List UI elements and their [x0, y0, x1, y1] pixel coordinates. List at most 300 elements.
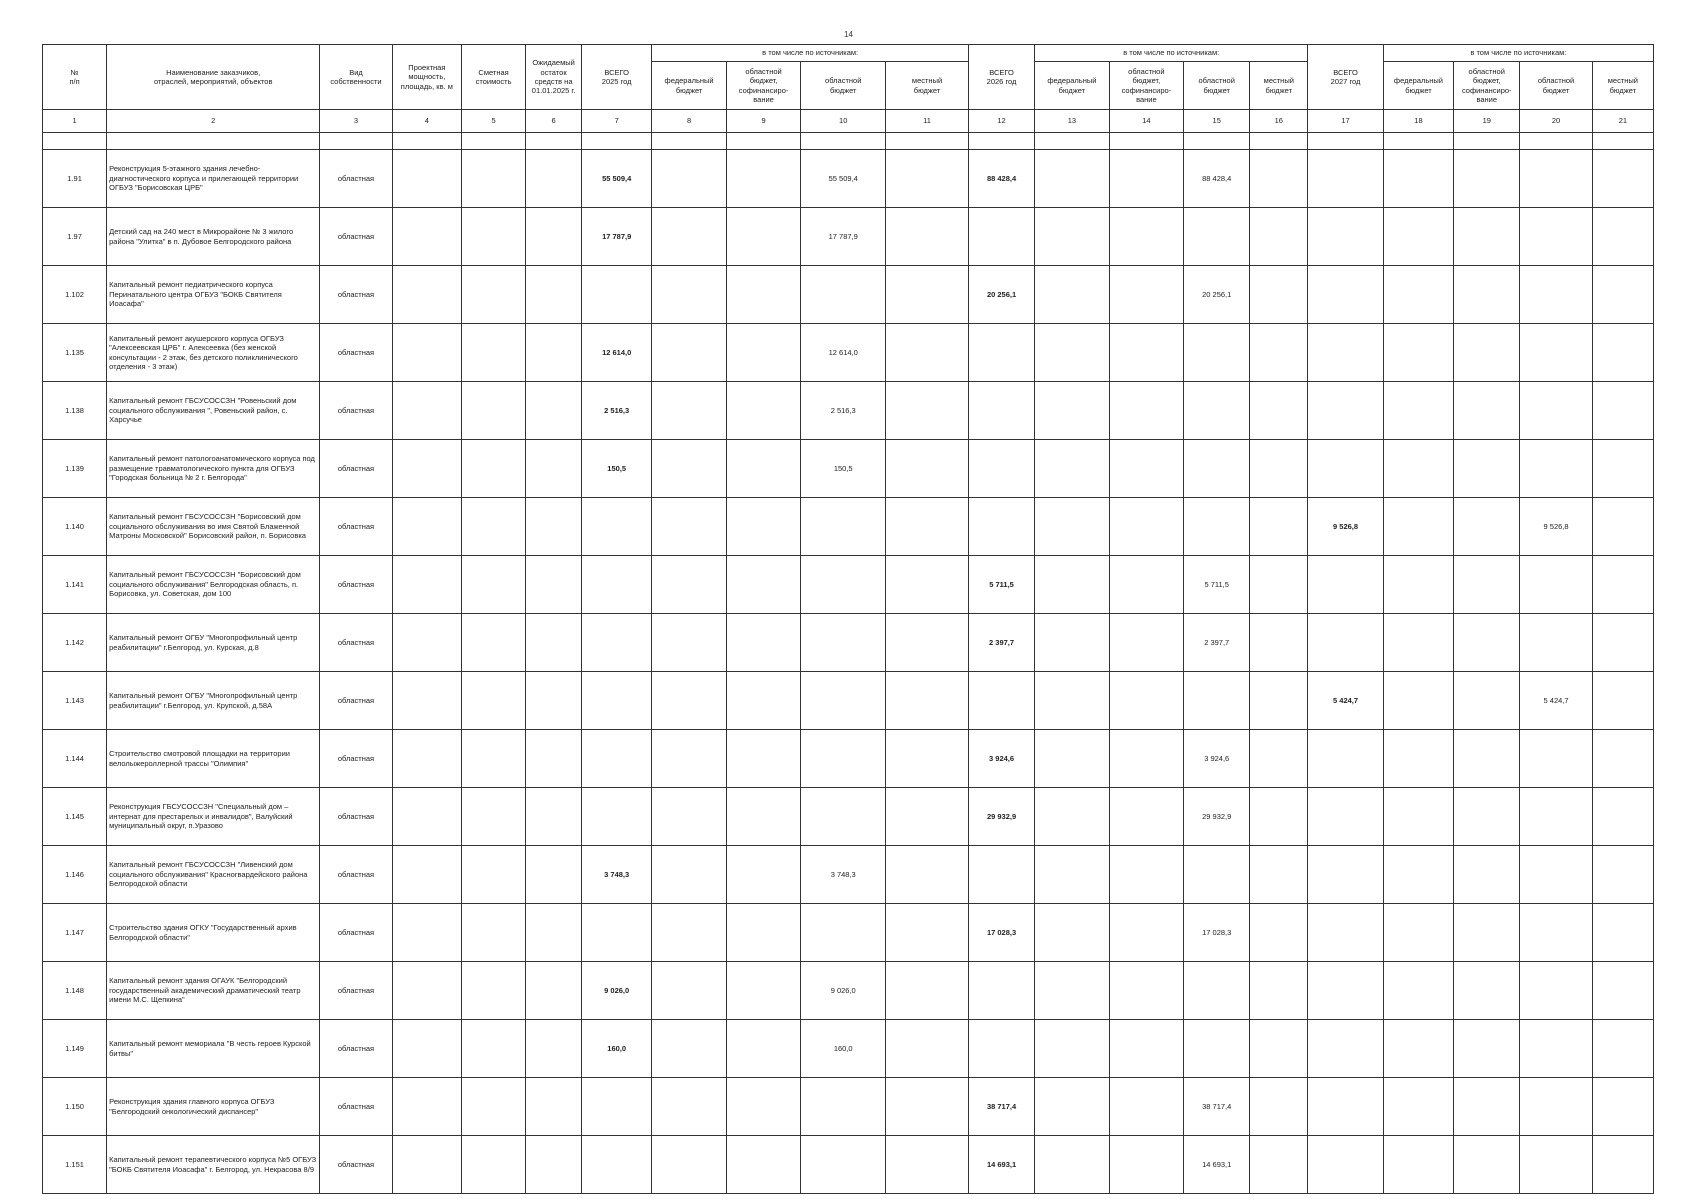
row-federal-2026	[1035, 904, 1109, 962]
row-capacity	[392, 904, 461, 962]
row-estimate	[462, 208, 526, 266]
row-regional-2026	[1184, 498, 1250, 556]
row-expected-balance	[526, 556, 582, 614]
table-row	[43, 672, 1654, 730]
row-local-2026	[1250, 614, 1308, 672]
row-federal-2025	[652, 788, 726, 846]
row-cofin-2026	[1109, 382, 1183, 440]
page-number: 14	[844, 30, 853, 39]
row-name: Капитальный ремонт ГБСУСОССЗН "Борисовский дом социального обслуживания" Белгородская область, п. Борисовка, ул. Советская, дом 100	[107, 556, 320, 614]
column-number: 18	[1383, 110, 1453, 133]
row-total-2026: 2 397,7	[968, 614, 1034, 672]
row-federal-2026	[1035, 266, 1109, 324]
row-cofin-2027	[1454, 382, 1520, 440]
row-federal-2025	[652, 498, 726, 556]
row-expected-balance	[526, 962, 582, 1020]
row-cofin-2027	[1454, 266, 1520, 324]
row-estimate	[462, 1020, 526, 1078]
row-local-2025	[886, 672, 969, 730]
row-ownership: областная	[320, 150, 392, 208]
row-total-2026	[968, 382, 1034, 440]
row-local-2025	[886, 730, 969, 788]
column-number: 10	[801, 110, 886, 133]
row-regional-2026	[1184, 324, 1250, 382]
row-federal-2025	[652, 150, 726, 208]
row-federal-2025	[652, 208, 726, 266]
row-expected-balance	[526, 208, 582, 266]
row-ownership: областная	[320, 730, 392, 788]
column-number: 19	[1454, 110, 1520, 133]
row-cofin-2026	[1109, 730, 1183, 788]
row-regional-2027	[1520, 730, 1592, 788]
row-name: Реконструкция ГБСУСОССЗН "Специальный дом – интернат для престарелых и инвалидов", Валуйский муниципальный округ, п.Уразово	[107, 788, 320, 846]
row-ownership: областная	[320, 208, 392, 266]
header-capacity: Проектная мощность, площадь, кв. м	[392, 45, 461, 110]
row-expected-balance	[526, 324, 582, 382]
row-local-2025	[886, 440, 969, 498]
row-local-2026	[1250, 382, 1308, 440]
row-federal-2027	[1383, 904, 1453, 962]
row-regional-2027: 5 424,7	[1520, 672, 1592, 730]
row-capacity	[392, 382, 461, 440]
row-estimate	[462, 150, 526, 208]
row-cofin-2025	[726, 1020, 800, 1078]
row-expected-balance	[526, 266, 582, 324]
row-cofin-2026	[1109, 672, 1183, 730]
row-cofin-2026	[1109, 846, 1183, 904]
row-total-2026	[968, 440, 1034, 498]
row-name: Капитальный ремонт ОГБУ "Многопрофильный центр реабилитации" г.Белгород, ул. Крупской, д.58А	[107, 672, 320, 730]
row-cofin-2027	[1454, 962, 1520, 1020]
row-expected-balance	[526, 904, 582, 962]
row-name: Капитальный ремонт патологоанатомического корпуса под размещение травматологического пункта для ОГБУЗ "Городская больница № 2 г. Белгорода"	[107, 440, 320, 498]
row-number: 1.147	[43, 904, 107, 962]
row-federal-2026	[1035, 208, 1109, 266]
row-capacity	[392, 614, 461, 672]
row-federal-2027	[1383, 382, 1453, 440]
row-regional-2025	[801, 614, 886, 672]
row-cofin-2025	[726, 556, 800, 614]
table-row	[43, 266, 1654, 324]
row-local-2026	[1250, 498, 1308, 556]
column-number: 8	[652, 110, 726, 133]
row-regional-2027	[1520, 614, 1592, 672]
table-row	[43, 904, 1654, 962]
row-federal-2026	[1035, 788, 1109, 846]
row-federal-2025	[652, 440, 726, 498]
row-name: Капитальный ремонт акушерского корпуса ОГБУЗ "Алексеевская ЦРБ" г. Алексеевка (без женской консультации - 2 этаж, без детского поликлинического отделения - 3 этаж)	[107, 324, 320, 382]
row-capacity	[392, 324, 461, 382]
row-local-2026	[1250, 556, 1308, 614]
row-cofin-2027	[1454, 672, 1520, 730]
row-cofin-2026	[1109, 266, 1183, 324]
row-name: Капитальный ремонт педиатрического корпуса Перинатального центра ОГБУЗ "БОКБ Святителя Иоасафа"	[107, 266, 320, 324]
row-cofin-2026	[1109, 556, 1183, 614]
row-expected-balance	[526, 1020, 582, 1078]
row-cofin-2025	[726, 614, 800, 672]
row-number: 1.140	[43, 498, 107, 556]
row-ownership: областная	[320, 1078, 392, 1136]
row-regional-2027	[1520, 788, 1592, 846]
row-federal-2026	[1035, 556, 1109, 614]
row-regional-2025	[801, 672, 886, 730]
header-ownership: Вид собственности	[320, 45, 392, 110]
row-name: Капитальный ремонт мемориала "В честь героев Курской битвы"	[107, 1020, 320, 1078]
column-number: 15	[1184, 110, 1250, 133]
row-federal-2025	[652, 266, 726, 324]
row-expected-balance	[526, 672, 582, 730]
row-total-2026	[968, 846, 1034, 904]
row-federal-2026	[1035, 440, 1109, 498]
row-cofin-2026	[1109, 1136, 1183, 1194]
row-capacity	[392, 1078, 461, 1136]
row-regional-2027	[1520, 1136, 1592, 1194]
budget-table	[42, 44, 1654, 1194]
table-body	[43, 133, 1654, 1194]
row-total-2025: 17 787,9	[582, 208, 652, 266]
row-total-2026	[968, 498, 1034, 556]
row-federal-2025	[652, 324, 726, 382]
row-expected-balance	[526, 614, 582, 672]
row-name: Реконструкция 5-этажного здания лечебно-диагностического корпуса и прилегающей территории ОГБУЗ "Борисовская ЦРБ"	[107, 150, 320, 208]
row-federal-2026	[1035, 614, 1109, 672]
table-row	[43, 1136, 1654, 1194]
row-cofin-2025	[726, 730, 800, 788]
row-local-2025	[886, 324, 969, 382]
column-number: 2	[107, 110, 320, 133]
table-row	[43, 614, 1654, 672]
row-local-2026	[1250, 150, 1308, 208]
column-number: 9	[726, 110, 800, 133]
row-total-2026: 17 028,3	[968, 904, 1034, 962]
column-number: 11	[886, 110, 969, 133]
row-total-2027	[1308, 904, 1384, 962]
row-regional-2027	[1520, 846, 1592, 904]
row-cofin-2027	[1454, 788, 1520, 846]
row-number: 1.102	[43, 266, 107, 324]
row-name: Капитальный ремонт ГБСУСОССЗН "Борисовский дом социального обслуживания во имя Святой Блаженной Матроны Московской" Борисовский район, п. Борисовка	[107, 498, 320, 556]
header-estimate: Сметная стоимость	[462, 45, 526, 110]
row-ownership: областная	[320, 266, 392, 324]
row-capacity	[392, 788, 461, 846]
row-local-2025	[886, 150, 969, 208]
row-local-2027	[1592, 556, 1653, 614]
row-ownership: областная	[320, 382, 392, 440]
column-number: 4	[392, 110, 461, 133]
row-local-2025	[886, 1078, 969, 1136]
row-local-2027	[1592, 730, 1653, 788]
row-name: Капитальный ремонт здания ОГАУК "Белгородский государственный академический драматический театр имени М.С. Щепкина"	[107, 962, 320, 1020]
row-total-2027	[1308, 440, 1384, 498]
row-regional-2027	[1520, 150, 1592, 208]
row-regional-2026	[1184, 440, 1250, 498]
row-federal-2025	[652, 962, 726, 1020]
row-total-2027	[1308, 266, 1384, 324]
row-cofin-2026	[1109, 788, 1183, 846]
row-name: Капитальный ремонт ГБСУСОССЗН "Ливенский дом социального обслуживания" Красногвардейского района Белгородской области	[107, 846, 320, 904]
row-regional-2025: 160,0	[801, 1020, 886, 1078]
row-name: Строительство смотровой площадки на территории велолыжероллерной трассы "Олимпия"	[107, 730, 320, 788]
column-number: 17	[1308, 110, 1384, 133]
row-ownership: областная	[320, 498, 392, 556]
row-name: Реконструкция здания главного корпуса ОГБУЗ "Белгородский онкологический диспансер"	[107, 1078, 320, 1136]
column-number: 1	[43, 110, 107, 133]
row-federal-2026	[1035, 324, 1109, 382]
row-total-2025: 3 748,3	[582, 846, 652, 904]
row-local-2026	[1250, 672, 1308, 730]
row-local-2027	[1592, 382, 1653, 440]
header-cofin-2025: областной бюджет, софинансиро- вание	[726, 62, 800, 110]
header-name: Наименование заказчиков, отраслей, мероприятий, объектов	[107, 45, 320, 110]
row-local-2027	[1592, 846, 1653, 904]
row-estimate	[462, 904, 526, 962]
row-local-2025	[886, 788, 969, 846]
row-federal-2026	[1035, 672, 1109, 730]
row-number: 1.151	[43, 1136, 107, 1194]
row-total-2027: 5 424,7	[1308, 672, 1384, 730]
row-number: 1.144	[43, 730, 107, 788]
row-regional-2025: 2 516,3	[801, 382, 886, 440]
row-local-2025	[886, 1136, 969, 1194]
row-cofin-2025	[726, 440, 800, 498]
header-total-2027: ВСЕГО 2027 год	[1308, 45, 1384, 110]
row-local-2027	[1592, 440, 1653, 498]
row-estimate	[462, 788, 526, 846]
row-cofin-2025	[726, 1078, 800, 1136]
row-expected-balance	[526, 440, 582, 498]
table-row	[43, 440, 1654, 498]
row-regional-2026	[1184, 846, 1250, 904]
row-cofin-2025	[726, 208, 800, 266]
row-cofin-2027	[1454, 846, 1520, 904]
row-total-2025	[582, 904, 652, 962]
row-federal-2025	[652, 904, 726, 962]
row-regional-2026: 17 028,3	[1184, 904, 1250, 962]
row-regional-2025	[801, 498, 886, 556]
row-total-2026: 5 711,5	[968, 556, 1034, 614]
row-local-2027	[1592, 788, 1653, 846]
table-row	[43, 1020, 1654, 1078]
row-total-2025: 9 026,0	[582, 962, 652, 1020]
row-number: 1.148	[43, 962, 107, 1020]
column-number: 14	[1109, 110, 1183, 133]
row-local-2025	[886, 498, 969, 556]
row-local-2027	[1592, 672, 1653, 730]
row-regional-2026	[1184, 382, 1250, 440]
row-cofin-2025	[726, 498, 800, 556]
row-estimate	[462, 382, 526, 440]
row-local-2026	[1250, 730, 1308, 788]
header-federal-2027: федеральный бюджет	[1383, 62, 1453, 110]
row-number: 1.145	[43, 788, 107, 846]
header-regional-2025: областной бюджет	[801, 62, 886, 110]
row-number: 1.91	[43, 150, 107, 208]
row-number: 1.97	[43, 208, 107, 266]
row-federal-2027	[1383, 614, 1453, 672]
row-regional-2025: 55 509,4	[801, 150, 886, 208]
row-regional-2027	[1520, 208, 1592, 266]
row-local-2026	[1250, 1136, 1308, 1194]
row-local-2025	[886, 1020, 969, 1078]
row-regional-2025	[801, 1078, 886, 1136]
row-regional-2027: 9 526,8	[1520, 498, 1592, 556]
row-number: 1.138	[43, 382, 107, 440]
row-local-2025	[886, 846, 969, 904]
table-row	[43, 962, 1654, 1020]
row-regional-2025	[801, 266, 886, 324]
row-name: Капитальный ремонт ГБСУСОССЗН "Ровеньский дом социального обслуживания ", Ровеньский район, с. Харсучье	[107, 382, 320, 440]
row-federal-2026	[1035, 846, 1109, 904]
column-number: 5	[462, 110, 526, 133]
column-number: 12	[968, 110, 1034, 133]
row-regional-2027	[1520, 440, 1592, 498]
table-row	[43, 788, 1654, 846]
row-regional-2027	[1520, 266, 1592, 324]
row-local-2027	[1592, 614, 1653, 672]
row-estimate	[462, 556, 526, 614]
row-cofin-2025	[726, 788, 800, 846]
row-local-2027	[1592, 266, 1653, 324]
row-local-2027	[1592, 904, 1653, 962]
row-expected-balance	[526, 788, 582, 846]
row-federal-2027	[1383, 846, 1453, 904]
row-local-2025	[886, 904, 969, 962]
row-total-2025: 2 516,3	[582, 382, 652, 440]
row-regional-2026: 88 428,4	[1184, 150, 1250, 208]
row-regional-2027	[1520, 382, 1592, 440]
header-cofin-2027: областной бюджет, софинансиро- вание	[1454, 62, 1520, 110]
row-federal-2025	[652, 1136, 726, 1194]
row-cofin-2026	[1109, 1020, 1183, 1078]
row-total-2026: 88 428,4	[968, 150, 1034, 208]
row-local-2026	[1250, 904, 1308, 962]
row-number: 1.141	[43, 556, 107, 614]
row-cofin-2027	[1454, 498, 1520, 556]
header-cofin-2026: областной бюджет, софинансиро- вание	[1109, 62, 1183, 110]
row-federal-2027	[1383, 672, 1453, 730]
row-ownership: областная	[320, 846, 392, 904]
row-federal-2027	[1383, 498, 1453, 556]
row-total-2026: 38 717,4	[968, 1078, 1034, 1136]
header-num: № п/п	[43, 45, 107, 110]
row-total-2025: 55 509,4	[582, 150, 652, 208]
row-regional-2025: 3 748,3	[801, 846, 886, 904]
row-total-2026	[968, 962, 1034, 1020]
row-total-2026	[968, 208, 1034, 266]
column-number: 20	[1520, 110, 1592, 133]
header-sources-2026: в том числе по источникам:	[1035, 45, 1308, 62]
row-capacity	[392, 266, 461, 324]
table-row	[43, 150, 1654, 208]
row-ownership: областная	[320, 672, 392, 730]
row-cofin-2025	[726, 904, 800, 962]
row-regional-2026	[1184, 1020, 1250, 1078]
table-row	[43, 846, 1654, 904]
row-capacity	[392, 440, 461, 498]
row-cofin-2025	[726, 1136, 800, 1194]
row-estimate	[462, 962, 526, 1020]
row-federal-2027	[1383, 962, 1453, 1020]
row-regional-2025	[801, 904, 886, 962]
header-local-2027: местный бюджет	[1592, 62, 1653, 110]
row-expected-balance	[526, 498, 582, 556]
row-ownership: областная	[320, 788, 392, 846]
row-total-2027: 9 526,8	[1308, 498, 1384, 556]
row-cofin-2025	[726, 962, 800, 1020]
row-total-2027	[1308, 324, 1384, 382]
row-federal-2026	[1035, 1078, 1109, 1136]
header-local-2026: местный бюджет	[1250, 62, 1308, 110]
row-local-2026	[1250, 208, 1308, 266]
row-regional-2026: 5 711,5	[1184, 556, 1250, 614]
row-local-2027	[1592, 1020, 1653, 1078]
row-cofin-2026	[1109, 1078, 1183, 1136]
row-ownership: областная	[320, 1136, 392, 1194]
row-regional-2025	[801, 788, 886, 846]
row-cofin-2027	[1454, 614, 1520, 672]
row-local-2026	[1250, 1078, 1308, 1136]
row-estimate	[462, 1136, 526, 1194]
row-regional-2025: 9 026,0	[801, 962, 886, 1020]
row-estimate	[462, 730, 526, 788]
header-regional-2026: областной бюджет	[1184, 62, 1250, 110]
column-number: 16	[1250, 110, 1308, 133]
table-row	[43, 1078, 1654, 1136]
row-total-2026	[968, 324, 1034, 382]
row-federal-2025	[652, 846, 726, 904]
row-ownership: областная	[320, 324, 392, 382]
row-total-2026	[968, 672, 1034, 730]
row-estimate	[462, 440, 526, 498]
row-regional-2026: 20 256,1	[1184, 266, 1250, 324]
row-local-2027	[1592, 962, 1653, 1020]
row-ownership: областная	[320, 556, 392, 614]
table-row	[43, 556, 1654, 614]
row-federal-2025	[652, 730, 726, 788]
row-total-2025	[582, 266, 652, 324]
row-local-2026	[1250, 266, 1308, 324]
row-federal-2025	[652, 382, 726, 440]
row-regional-2026	[1184, 672, 1250, 730]
row-ownership: областная	[320, 440, 392, 498]
row-total-2026: 20 256,1	[968, 266, 1034, 324]
row-cofin-2027	[1454, 730, 1520, 788]
column-number: 6	[526, 110, 582, 133]
row-expected-balance	[526, 846, 582, 904]
row-total-2025	[582, 556, 652, 614]
row-name: Капитальный ремонт терапевтического корпуса №5 ОГБУЗ "БОКБ Святителя Иоасафа" г. Белгород, ул. Некрасова 8/9	[107, 1136, 320, 1194]
row-number: 1.143	[43, 672, 107, 730]
row-name: Строительство здания ОГКУ "Государственный архив Белгородской области"	[107, 904, 320, 962]
spacer-row	[43, 133, 1654, 150]
row-local-2026	[1250, 962, 1308, 1020]
row-regional-2027	[1520, 904, 1592, 962]
row-federal-2026	[1035, 730, 1109, 788]
row-cofin-2027	[1454, 150, 1520, 208]
row-local-2026	[1250, 324, 1308, 382]
table-row	[43, 382, 1654, 440]
row-federal-2026	[1035, 498, 1109, 556]
row-total-2026: 29 932,9	[968, 788, 1034, 846]
row-regional-2026: 29 932,9	[1184, 788, 1250, 846]
row-local-2026	[1250, 846, 1308, 904]
row-cofin-2026	[1109, 440, 1183, 498]
row-expected-balance	[526, 150, 582, 208]
row-regional-2027	[1520, 324, 1592, 382]
row-expected-balance	[526, 730, 582, 788]
row-cofin-2025	[726, 324, 800, 382]
row-estimate	[462, 846, 526, 904]
